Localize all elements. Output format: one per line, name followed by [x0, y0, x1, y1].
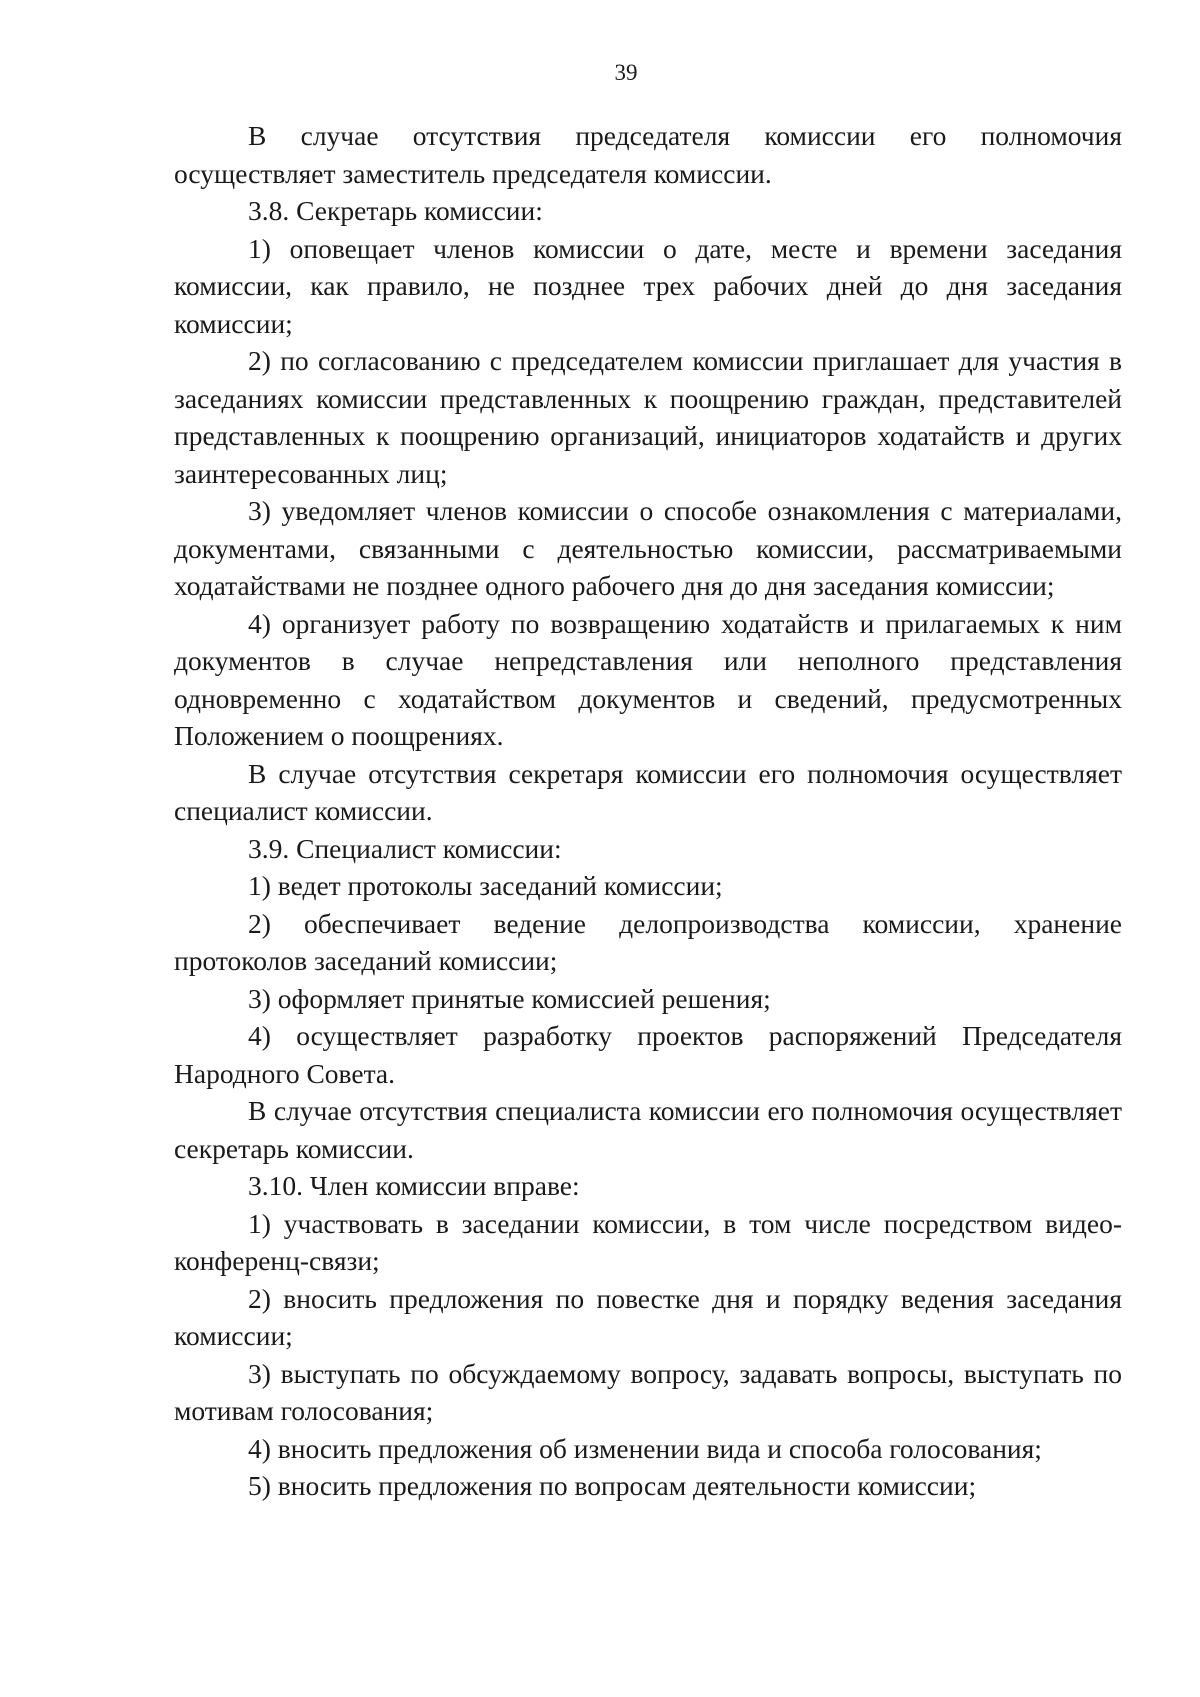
- document-body: [174, 117, 1122, 1505]
- paragraph-secretary-absence: В случае отсутствия секретаря комиссии его полномочия осуществляет специалист комиссии.: [174, 757, 1122, 826]
- member-right-5: 5) вносить предложения по вопросам деятельности комиссии;: [248, 1470, 977, 1501]
- specialist-duty-3: 3) оформляет принятые комиссией решения;: [248, 982, 771, 1014]
- section-3-8-heading: 3.8. Секретарь комиссии:: [248, 195, 543, 226]
- page-number: 39: [614, 60, 638, 85]
- secretary-duty-3: 3) уведомляет членов комиссии о способе ознакомления с материалами, документами, связанными с деятельностью комиссии, рассматриваемыми ходатайствами не позднее одного рабочего дня до дня заседания комиссии;: [174, 495, 1122, 601]
- secretary-duty-4: 4) организует работу по возвращению ходатайств и прилагаемых к ним документов в случае непредставления или неполного представления одновременно с ходатайством документов и сведений, предусмотренных Положением о поощрениях.: [174, 607, 1122, 751]
- paragraph-specialist-absence: В случае отсутствия специалиста комиссии его полномочия осуществляет секретарь комиссии.: [174, 1095, 1122, 1164]
- member-right-1: 1) участвовать в заседании комиссии, в том числе посредством видео-конференц-связи;: [174, 1207, 1122, 1276]
- specialist-duty-1: 1) ведет протоколы заседаний комиссии;: [248, 870, 723, 901]
- member-right-4: 4) вносить предложения об изменении вида и способа голосования;: [248, 1432, 1042, 1464]
- section-3-10-heading: 3.10. Член комиссии вправе:: [248, 1170, 580, 1201]
- member-right-2: 2) вносить предложения по повестке дня и порядку ведения заседания комиссии;: [174, 1282, 1122, 1351]
- secretary-duty-2: 2) по согласованию с председателем комиссии приглашает для участия в заседаниях комиссии представленных к поощрению граждан, представителей представленных к поощрению организаций, инициаторов ходатайств и других заинтересованных лиц;: [174, 345, 1122, 489]
- member-right-3: 3) выступать по обсуждаемому вопросу, задавать вопросы, выступать по мотивам голосования;: [174, 1357, 1122, 1426]
- section-3-9-heading: 3.9. Специалист комиссии:: [248, 832, 562, 864]
- paragraph-chairman-absence: В случае отсутствия председателя комиссии его полномочия осуществляет заместитель председателя комиссии.: [174, 120, 1122, 189]
- specialist-duty-4: 4) осуществляет разработку проектов распоряжений Председателя Народного Совета.: [174, 1020, 1122, 1089]
- secretary-duty-1: 1) оповещает членов комиссии о дате, месте и времени заседания комиссии, как правило, не позднее трех рабочих дней до дня заседания комиссии;: [174, 232, 1122, 339]
- specialist-duty-2: 2) обеспечивает ведение делопроизводства комиссии, хранение протоколов заседаний комиссии;: [174, 907, 1122, 976]
